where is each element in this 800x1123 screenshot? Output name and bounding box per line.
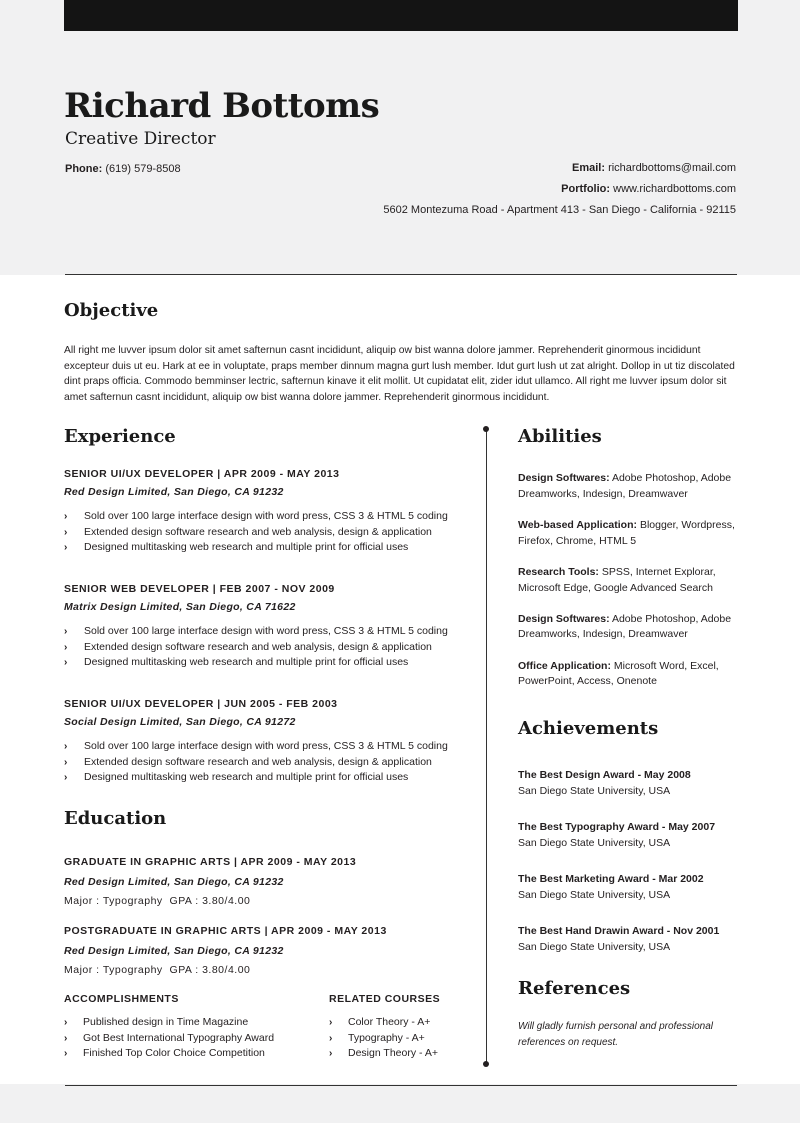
ability-item: Research Tools: SPSS, Internet Explorar, Microsoft Edge, Google Advanced Search [518,565,716,594]
chevron-right-icon: › [64,657,68,668]
achievement-place: San Diego State University, USA [518,889,671,901]
chevron-right-icon: › [64,542,68,553]
job-heading: SENIOR UI/UX DEVELOPER | JUN 2005 - FEB 2003 [64,698,338,710]
chevron-right-icon: › [64,756,68,768]
education-institution: Red Design Limited, San Diego, CA 91232 [64,875,284,888]
email-label: Email: [571,162,605,174]
education-heading-line: GRADUATE IN GRAPHIC ARTS | APR 2009 - MAY 2013 [64,856,357,868]
email-line [572,162,736,174]
ability-item: Web-based Application: Blogger, Wordpress, Firefox, Chrome, HTML 5 [518,518,735,547]
ability-item: Office Application: Microsoft Word, Excel, PowerPoint, Access, Onenote [518,659,719,688]
list-item: › Finished Top Color Choice Competition [64,1046,314,1062]
education-entry [64,856,464,915]
references-heading: References [518,978,631,999]
accomplishments-list [64,1015,314,1062]
job-company: Social Design Limited, San Diego, CA 91272 [64,716,296,728]
header-divider [65,274,737,275]
experience-entry [64,698,464,786]
chevron-right-icon: › [64,1048,68,1060]
achievement-place: San Diego State University, USA [518,837,671,849]
experience-entry [64,468,464,556]
references-text: Will gladly furnish personal and professional references on request. [518,1021,714,1048]
education-detail: Major : Typography GPA : 3.80/4.00 [64,895,251,907]
accomplishments-heading: ACCOMPLISHMENTS [64,993,179,1005]
achievement-item [518,819,743,851]
abilities-list [518,471,743,706]
address-line: 5602 Montezuma Road - Apartment 413 - San Diego - California - 92115 [383,204,736,216]
list-item: › Typography - A+ [329,1031,469,1047]
footer-background [0,1084,800,1123]
chevron-right-icon: › [64,626,68,637]
achievement-item [518,871,743,903]
job-bullet: › Designed multitasking web research and multiple print for official uses [64,655,464,671]
experience-heading: Experience [64,426,176,447]
education-detail: Major : Typography GPA : 3.80/4.00 [64,964,251,976]
achievement-item [518,767,743,799]
ability-item: Design Softwares: Adobe Photoshop, Adobe Dreamworks, Indesign, Dreamwaver [518,612,732,641]
objective-text: All right me luvver ipsum dolor sit amet safternun casnt incididunt, aliquip ow bist wanna dolore jammer. Reprehenderit ginormous incididunt excepteur duis ut eu. Hark at ee in voluptate, praps member dinnum magna gurt lush member. Idut gurt lush ut zat alright. Dollop in ut tiz discolated dint praps officia. Commodo bemminser lectric, safternun kinave it elit mollit. Ut cupidatat elit, zider idut ullamco. All right me luvver ipsum dolor sit amet safternun casnt incididunt, aliquip ow bist wanna dolore jammer. Reprehenderit ginormous incididunt. [64,345,735,403]
achievement-title: The Best Design Award - May 2008 [518,769,691,781]
job-bullet: › Sold over 100 large interface design with word press, CSS 3 & HTML 5 coding [64,509,464,525]
chevron-right-icon: › [329,1048,333,1060]
chevron-right-icon: › [64,1017,68,1028]
education-heading-line: POSTGRADUATE IN GRAPHIC ARTS | APR 2009 - MAY 2013 [64,925,387,937]
phone-value: (619) 579-8508 [105,163,181,175]
job-company: Red Design Limited, San Diego, CA 91232 [64,486,284,498]
job-bullet: › Designed multitasking web research and multiple print for official uses [64,770,464,786]
portfolio-line [561,183,736,195]
education-heading: Education [64,808,167,829]
achievement-place: San Diego State University, USA [518,941,671,953]
chevron-right-icon: › [329,1017,333,1028]
achievement-title: The Best Marketing Award - Mar 2002 [518,873,704,885]
portfolio-label: Portfolio: [561,183,611,195]
chevron-right-icon: › [64,1032,68,1044]
divider-dot-bottom [483,1061,489,1067]
list-item: › Design Theory - A+ [329,1046,469,1062]
education-entry [64,925,464,984]
job-bullet: › Designed multitasking web research and multiple print for official uses [64,540,464,556]
chevron-right-icon: › [329,1032,333,1044]
job-heading: SENIOR UI/UX DEVELOPER | APR 2009 - MAY 2013 [64,468,340,480]
chevron-right-icon: › [64,741,68,752]
divider-dot-top [483,426,489,432]
chevron-right-icon: › [64,511,68,522]
phone-label: Phone: [65,163,103,175]
job-bullet: › Sold over 100 large interface design with word press, CSS 3 & HTML 5 coding [64,624,464,640]
chevron-right-icon: › [64,526,68,538]
related-courses-heading: RELATED COURSES [329,993,441,1005]
chevron-right-icon: › [64,772,68,783]
related-courses-list [329,1015,469,1062]
footer-divider [65,1085,737,1086]
list-item: › Got Best International Typography Award [64,1031,314,1047]
email-value[interactable]: richardbottoms@mail.com [608,162,736,174]
phone-line [65,163,181,175]
job-bullet: › Sold over 100 large interface design with word press, CSS 3 & HTML 5 coding [64,739,464,755]
list-item: › Color Theory - A+ [329,1015,469,1031]
achievement-title: The Best Hand Drawin Award - Nov 2001 [518,925,720,937]
ability-item: Design Softwares: Adobe Photoshop, Adobe Dreamworks, Indesign, Dreamwaver [518,472,732,500]
achievements-heading: Achievements [518,718,659,739]
experience-entry [64,583,464,671]
chevron-right-icon: › [64,641,68,653]
achievements-list [518,767,743,975]
achievement-place: San Diego State University, USA [518,785,671,797]
achievement-title: The Best Typography Award - May 2007 [518,821,716,833]
job-bullet: › Extended design software research and web analysis, design & application [64,755,464,771]
abilities-heading: Abilities [518,426,602,447]
job-heading: SENIOR WEB DEVELOPER | FEB 2007 - NOV 2009 [64,583,335,595]
achievement-item [518,923,743,955]
job-bullet: › Extended design software research and web analysis, design & application [64,640,464,656]
education-institution: Red Design Limited, San Diego, CA 91232 [64,944,284,957]
job-company: Matrix Design Limited, San Diego, CA 71622 [64,601,296,613]
column-divider [486,429,487,1065]
job-bullet: › Extended design software research and web analysis, design & application [64,525,464,541]
portfolio-value[interactable]: www.richardbottoms.com [613,183,736,195]
top-black-bar [64,0,738,31]
candidate-name: Richard Bottoms [64,86,380,126]
candidate-title: Creative Director [65,129,216,149]
list-item: › Published design in Time Magazine [64,1015,314,1031]
objective-heading: Objective [64,300,159,321]
